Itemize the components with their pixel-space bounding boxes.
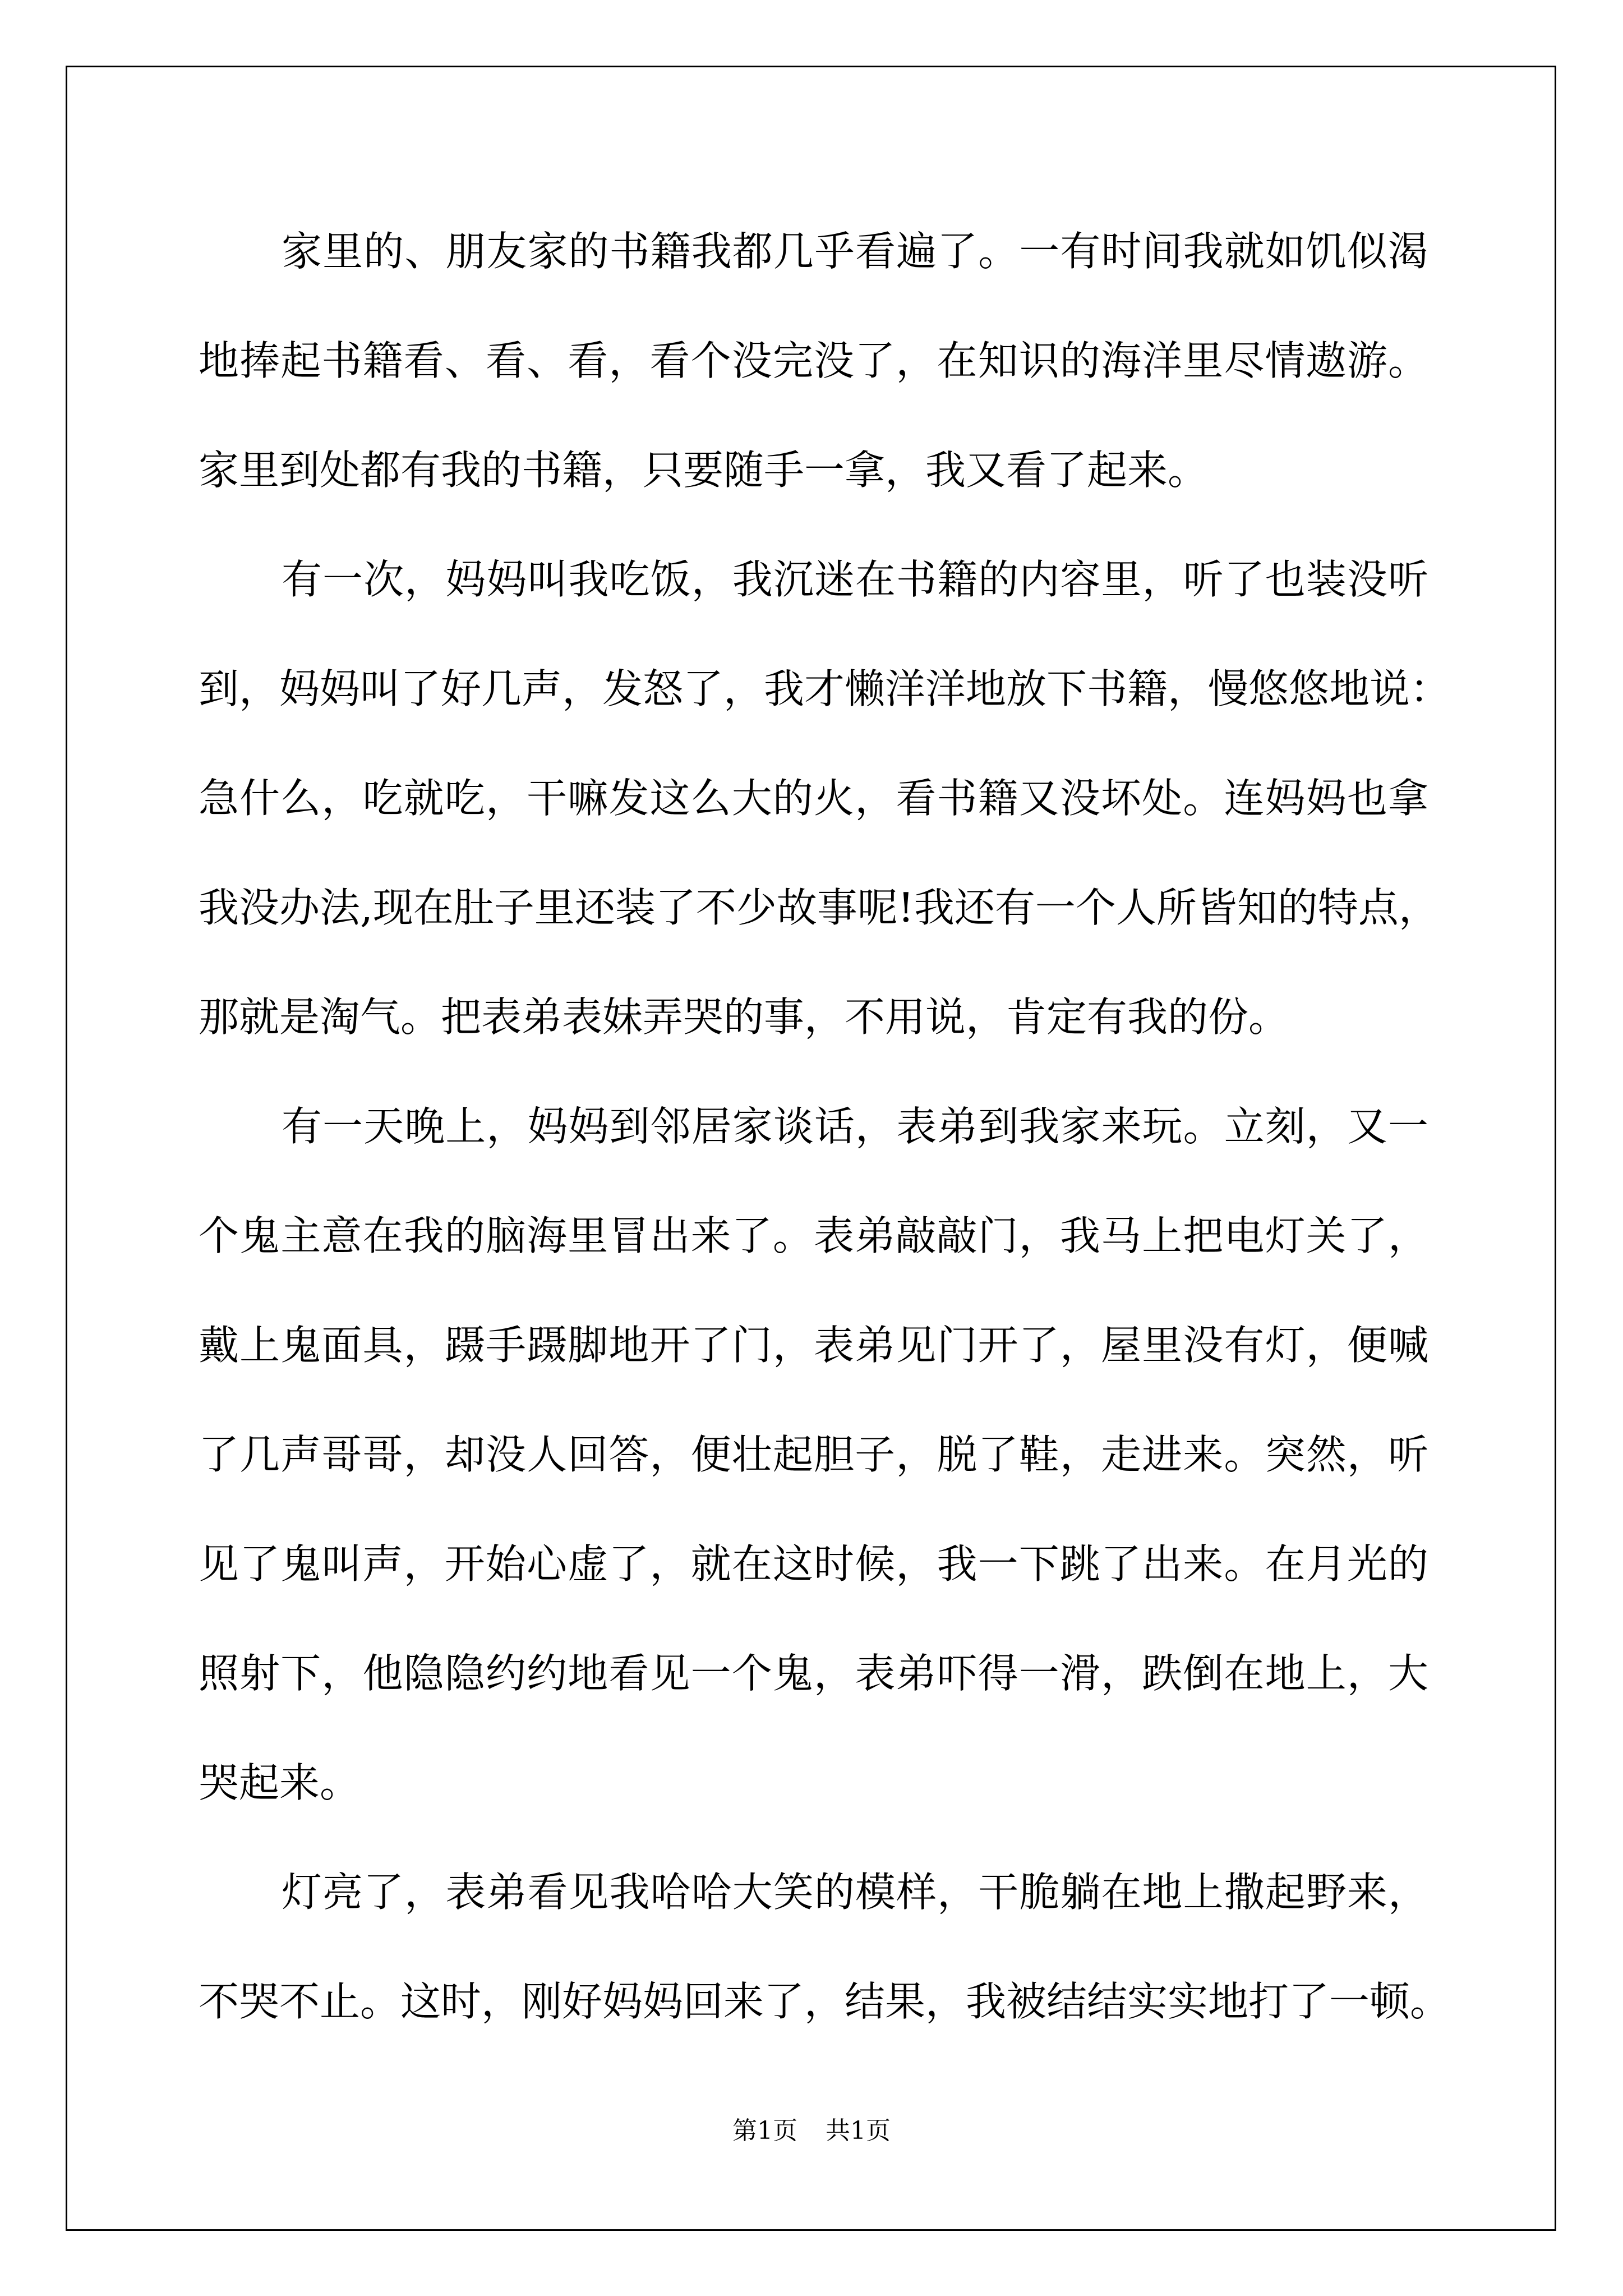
text-line: 地捧起书籍看、看、看，看个没完没了，在知识的海洋里尽情遨游。 <box>199 337 1428 384</box>
text-line: 个鬼主意在我的脑海里冒出来了。表弟敲敲门，我马上把电灯关了， <box>199 1212 1428 1259</box>
text-line: 见了鬼叫声，开始心虚了，就在这时候，我一下跳了出来。在月光的 <box>199 1540 1428 1588</box>
text-line: 家里到处都有我的书籍，只要随手一拿，我又看了起来。 <box>199 447 1209 494</box>
text-line: 急什么，吃就吃，干嘛发这么大的火，看书籍又没坏处。连妈妈也拿 <box>199 775 1428 822</box>
document-body <box>199 210 1451 2070</box>
text-line: 有一次，妈妈叫我吃饭，我沉迷在书籍的内容里，听了也装没听 <box>282 556 1428 603</box>
text-line: 到，妈妈叫了好几声，发怒了，我才懒洋洋地放下书籍，慢悠悠地说： <box>199 665 1451 712</box>
text-line: 我没办法,现在肚子里还装了不少故事呢!我还有一个人所皆知的特点， <box>199 884 1439 931</box>
text-line: 家里的、朋友家的书籍我都几乎看遍了。一有时间我就如饥似渴 <box>282 228 1428 275</box>
page-number-current: 第1页 <box>732 2116 797 2145</box>
page-footer <box>0 2114 1623 2148</box>
text-line: 那就是淘气。把表弟表妹弄哭的事，不用说，肯定有我的份。 <box>199 993 1289 1041</box>
text-line: 有一天晚上，妈妈到邻居家谈话，表弟到我家来玩。立刻，又一 <box>282 1103 1428 1150</box>
text-line: 照射下，他隐隐约约地看见一个鬼，表弟吓得一滑，跌倒在地上，大 <box>199 1650 1428 1697</box>
text-line: 不哭不止。这时，刚好妈妈回来了，结果，我被结结实实地打了一顿。 <box>199 1978 1451 2025</box>
text-line: 了几声哥哥，却没人回答，便壮起胆子，脱了鞋，走进来。突然，听 <box>199 1431 1428 1478</box>
text-line: 灯亮了，表弟看见我哈哈大笑的模样，干脆躺在地上撒起野来， <box>282 1869 1428 1916</box>
text-line: 戴上鬼面具，蹑手蹑脚地开了门，表弟见门开了，屋里没有灯，便喊 <box>199 1322 1428 1369</box>
text-line: 哭起来。 <box>199 1759 361 1806</box>
page-number-total: 共1页 <box>826 2116 891 2145</box>
